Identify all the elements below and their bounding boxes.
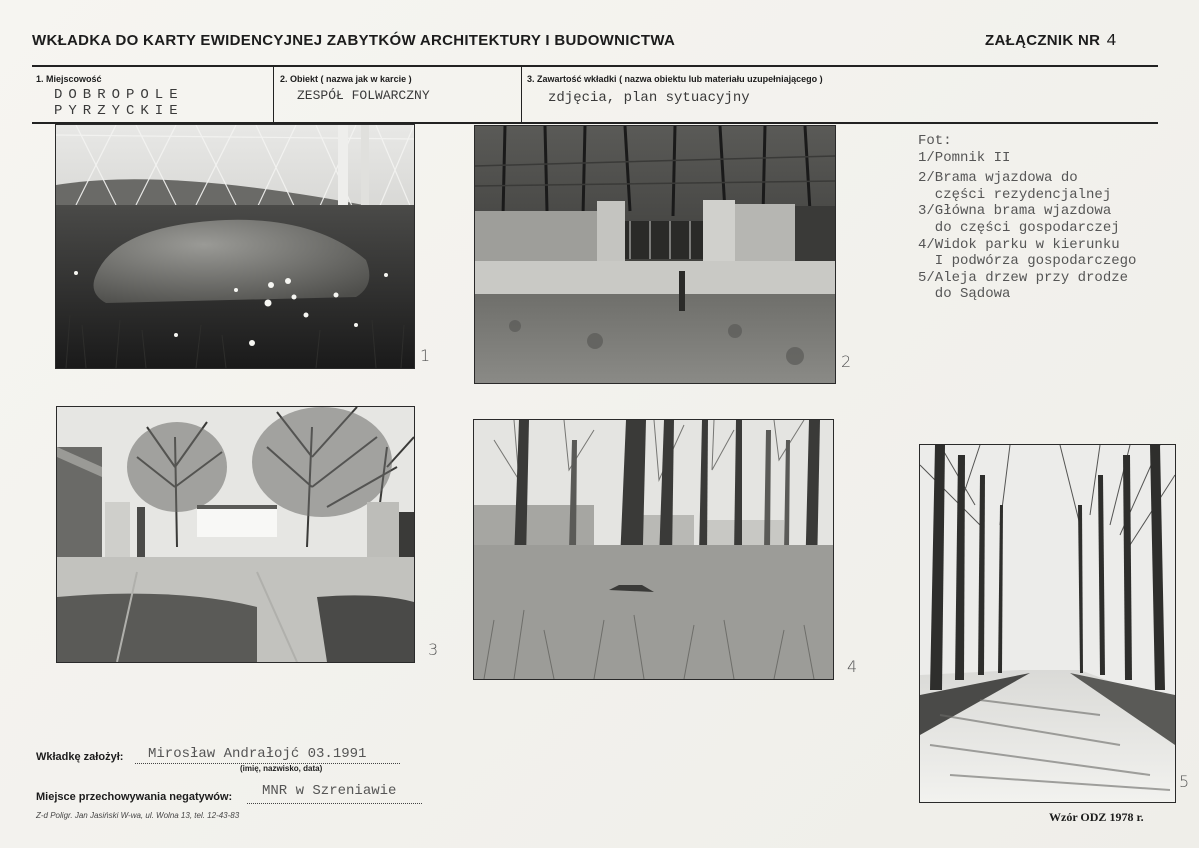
caption-line: 5/Aleja drzew przy drodze [918, 269, 1129, 286]
photo-captions [918, 133, 1136, 303]
header-rule-top [32, 65, 1158, 67]
place-value-line2: PYRZYCKIE [54, 103, 184, 119]
created-by-label: Wkładkę założył: [36, 751, 124, 763]
content-label: 3. Zawartość wkładki [527, 74, 617, 84]
negatives-location-value: MNR w Szreniawie [262, 783, 397, 799]
attachment-number-block [985, 32, 1117, 51]
caption-line: I podwórza gospodarczego [918, 253, 1137, 270]
place-value-line1: DOBROPOLE [54, 87, 184, 103]
caption-line: do Sądowa [918, 286, 1011, 303]
object-label-block [280, 74, 412, 84]
photo-5-number: 5 [1179, 772, 1190, 791]
photo-2-number: 2 [841, 352, 852, 371]
photo-4-park-view [473, 419, 834, 680]
caption-line: 1/Pomnik II [918, 149, 1011, 166]
place-label: 1. Miejscowość [36, 74, 102, 84]
field-divider-2 [521, 66, 522, 123]
photo-1-number: 1 [420, 346, 431, 365]
attachment-number: 4 [1106, 32, 1117, 51]
content-value: zdjęcia, plan sytuacyjny [548, 90, 750, 106]
caption-line: części rezydencjalnej [918, 186, 1112, 203]
object-sublabel: ( nazwa jak w karcie ) [320, 74, 412, 84]
photo-2-gate [474, 125, 836, 384]
content-label-block [527, 74, 823, 84]
content-sublabel: ( nazwa obiektu lub materiału uzupełniającego ) [619, 74, 823, 84]
photo-3-main-gate [56, 406, 415, 663]
created-by-hint: (imię, nazwisko, data) [240, 764, 323, 773]
attachment-label: ZAŁĄCZNIK NR [985, 32, 1101, 49]
form-title: WKŁADKA DO KARTY EWIDENCYJNEJ ZABYTKÓW ARCHITEKTURY I BUDOWNICTWA [32, 32, 676, 49]
photo-1-monument [55, 124, 415, 369]
caption-line: 4/Widok parku w kierunku [918, 236, 1120, 253]
captions-heading: Fot: [918, 133, 952, 149]
field-divider-1 [273, 66, 274, 123]
object-value: ZESPÓŁ FOLWARCZNY [297, 88, 430, 103]
negatives-location-label: Miejsce przechowywania negatywów: [36, 791, 233, 803]
caption-line: do części gospodarczej [918, 219, 1120, 236]
printer-imprint: Z-d Poligr. Jan Jasiński W-wa, ul. Wolna 13, tel. 12-43-83 [36, 811, 240, 820]
caption-line: 2/Brama wjazdowa do [918, 170, 1078, 187]
photo-4-number: 4 [847, 657, 858, 676]
created-by-value: Mirosław Andrałojć 03.1991 [148, 746, 367, 762]
negatives-dotted-line [247, 803, 422, 804]
photo-5-tree-alley [919, 444, 1176, 803]
caption-line: 3/Główna brama wjazdowa [918, 203, 1112, 220]
object-label: 2. Obiekt [280, 74, 319, 84]
form-code: Wzór ODZ 1978 r. [1049, 810, 1144, 824]
photo-3-number: 3 [428, 640, 439, 659]
